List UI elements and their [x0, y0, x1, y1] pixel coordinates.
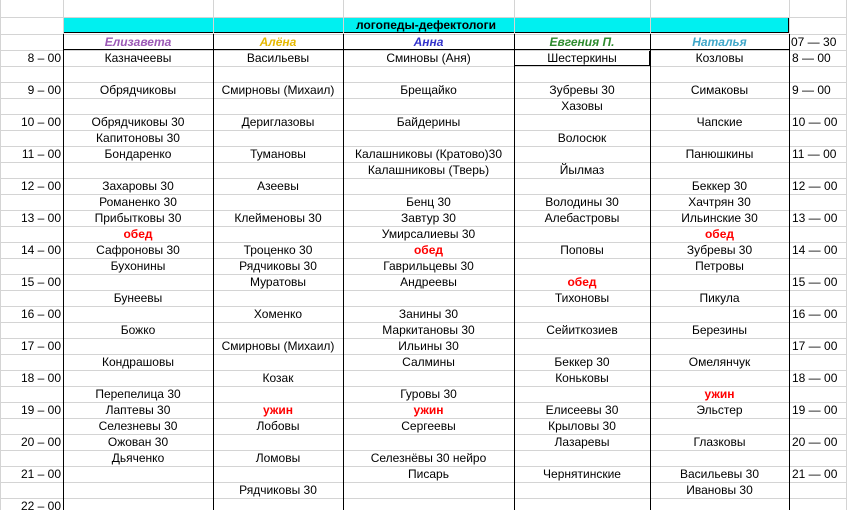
schedule-cell[interactable]: Ильины 30 [398, 339, 459, 353]
column-header[interactable]: Наталья [692, 35, 747, 49]
schedule-cell[interactable]: Козак [262, 371, 294, 385]
column-header[interactable]: Евгения П. [549, 35, 615, 49]
schedule-cell[interactable]: Селезневы 30 [98, 419, 178, 433]
schedule-cell[interactable]: Омелянчук [688, 355, 751, 369]
schedule-cell[interactable]: Сейиткозиев [546, 323, 618, 337]
grid-row-line [0, 370, 847, 371]
schedule-cell[interactable]: Козловы [695, 51, 744, 65]
schedule-cell[interactable]: Тихоновы [554, 291, 610, 305]
time-label-left[interactable]: 15 – 00 [20, 275, 61, 289]
schedule-cell[interactable]: обед [123, 227, 153, 241]
schedule-cell[interactable]: Зубревы 30 [549, 83, 615, 97]
grid-row-line [0, 17, 847, 18]
time-label-left[interactable]: 8 – 00 [27, 51, 61, 65]
schedule-cell[interactable]: Обрядчиковы [99, 83, 177, 97]
schedule-cell[interactable]: Беккер 30 [691, 179, 748, 193]
time-label-left[interactable]: 13 – 00 [20, 211, 61, 225]
schedule-cell[interactable]: Муратовы [249, 275, 307, 289]
time-label-left[interactable]: 19 – 00 [20, 403, 61, 417]
schedule-cell[interactable]: Рядчиковы 30 [239, 483, 317, 497]
schedule-cell[interactable]: Симаковы [690, 83, 749, 97]
column-header[interactable]: Елизавета [104, 35, 172, 49]
schedule-cell[interactable]: Гуровы 30 [400, 387, 457, 401]
column-header[interactable]: Анна [413, 35, 444, 49]
sheet-title[interactable]: логопеды-дефектологи [63, 17, 789, 33]
schedule-cell[interactable]: Брещайко [400, 83, 457, 97]
schedule-cell[interactable]: Клейменовы 30 [234, 211, 322, 225]
schedule-cell[interactable]: обед [704, 227, 735, 241]
schedule-cell[interactable]: Глазковы [693, 435, 746, 449]
schedule-cell[interactable]: Казначеевы [104, 51, 172, 65]
schedule-cell[interactable]: Романенко 30 [99, 195, 177, 209]
time-label-right[interactable]: 20 — 00 [792, 435, 838, 449]
schedule-cell[interactable]: Занины 30 [398, 307, 459, 321]
schedule-cell[interactable]: ужин [263, 403, 293, 417]
time-label-left[interactable]: 22 – 00 [20, 499, 61, 513]
schedule-cell[interactable]: Ломовы [255, 451, 301, 465]
schedule-cell[interactable]: обед [413, 243, 444, 257]
time-label-right[interactable]: 10 — 00 [792, 115, 838, 129]
time-label-left[interactable]: 11 – 00 [21, 147, 61, 161]
schedule-cell[interactable]: Коньковы [555, 371, 609, 385]
schedule-cell[interactable]: Сминовы (Аня) [386, 51, 471, 65]
schedule-cell[interactable]: Березины [691, 323, 748, 337]
schedule-cell[interactable]: Тумановы [250, 147, 306, 161]
time-label-left[interactable]: 9 – 00 [27, 83, 61, 97]
schedule-cell[interactable]: Азеевы [257, 179, 299, 193]
schedule-cell[interactable]: Смирновы (Михаил) [221, 83, 335, 97]
schedule-cell[interactable]: Панюшкины [685, 147, 754, 161]
schedule-cell[interactable]: Рядчиковы 30 [239, 259, 317, 273]
schedule-cell[interactable]: Васильевы [246, 51, 310, 65]
schedule-cell[interactable]: Перепелица 30 [95, 387, 181, 401]
schedule-cell[interactable]: Ильинские 30 [681, 211, 758, 225]
schedule-cell[interactable]: Васильевы 30 [680, 467, 759, 481]
schedule-cell[interactable]: Бенц 30 [406, 195, 451, 209]
schedule-cell[interactable]: ужин [413, 403, 444, 417]
schedule-cell[interactable]: Володины 30 [545, 195, 619, 209]
time-label-right[interactable]: 9 — 00 [792, 83, 831, 97]
time-label-left[interactable]: 17 – 00 [20, 339, 61, 353]
schedule-cell[interactable]: Умирсалиевы 30 [381, 227, 476, 241]
schedule-cell[interactable]: Хазовы [561, 99, 603, 113]
schedule-cell[interactable]: Селезнёвы 30 нейро [370, 451, 487, 465]
time-label-right[interactable]: 19 — 00 [792, 403, 838, 417]
time-label-right[interactable]: 12 — 00 [792, 179, 838, 193]
schedule-cell[interactable]: Лаптевы 30 [105, 403, 171, 417]
schedule-cell[interactable]: Йылмаз [559, 163, 605, 177]
schedule-cell[interactable]: Маркитановы 30 [382, 323, 475, 337]
time-label-right[interactable]: 15 — 00 [792, 275, 838, 289]
schedule-cell[interactable]: Байдерины [396, 115, 461, 129]
schedule-cell[interactable]: Беккер 30 [554, 355, 610, 369]
schedule-cell[interactable]: Бунеевы [113, 291, 163, 305]
schedule-cell[interactable]: Салмины [402, 355, 455, 369]
schedule-cell[interactable]: Алебастровы [544, 211, 620, 225]
schedule-cell[interactable]: Хачтрян 30 [688, 195, 751, 209]
schedule-cell[interactable]: Чапские [696, 115, 743, 129]
time-label-right[interactable]: 8 — 00 [792, 51, 831, 65]
time-label-right[interactable]: 18 — 00 [792, 371, 838, 385]
schedule-cell[interactable]: Шестеркины [547, 51, 617, 65]
time-label-right[interactable]: 21 — 00 [792, 467, 838, 481]
schedule-cell[interactable]: Пикула [699, 291, 740, 305]
time-label-left[interactable]: 21 – 00 [20, 467, 61, 481]
schedule-cell[interactable]: Эльстер [696, 403, 743, 417]
schedule-cell[interactable]: Крыловы 30 [548, 419, 616, 433]
time-label-left[interactable]: 14 – 00 [20, 243, 61, 257]
column-border [789, 34, 790, 510]
schedule-cell[interactable]: Божко [120, 323, 156, 337]
schedule-cell[interactable]: Гаврильцевы 30 [383, 259, 474, 273]
schedule-cell[interactable]: Захаровы 30 [102, 179, 174, 193]
schedule-cell[interactable]: Смирновы (Михаил) [221, 339, 335, 353]
schedule-cell[interactable]: Капитоновы 30 [96, 131, 180, 145]
time-label-left[interactable]: 12 – 00 [20, 179, 61, 193]
schedule-cell[interactable]: Поповы [560, 243, 604, 257]
header-right-time[interactable]: 07 — 30 [791, 35, 837, 49]
schedule-cell[interactable]: Волосюк [557, 131, 607, 145]
schedule-cell[interactable]: ужин [704, 387, 735, 401]
schedule-cell[interactable]: Дериглазовы [241, 115, 315, 129]
schedule-cell[interactable]: Троценко 30 [243, 243, 313, 257]
schedule-cell[interactable]: обед [567, 275, 597, 289]
schedule-cell[interactable]: Кондрашовы [102, 355, 174, 369]
time-label-left[interactable]: 18 – 00 [20, 371, 61, 385]
time-label-left[interactable]: 20 – 00 [20, 435, 61, 449]
time-label-right[interactable]: 11 — 00 [792, 147, 837, 161]
grid-row-line [0, 98, 847, 99]
schedule-cell[interactable]: Андреевы [400, 275, 457, 289]
grid-row-line [0, 66, 847, 67]
schedule-cell[interactable]: Писарь [408, 467, 449, 481]
time-label-right[interactable]: 17 — 00 [792, 339, 838, 353]
schedule-cell[interactable]: Петровы [695, 259, 744, 273]
schedule-cell[interactable]: Дьяченко [111, 451, 165, 465]
schedule-cell[interactable]: Зубревы 30 [686, 243, 753, 257]
schedule-cell[interactable]: Сафроновы 30 [96, 243, 180, 257]
schedule-cell[interactable]: Хоменко [253, 307, 303, 321]
time-label-left[interactable]: 16 – 00 [20, 307, 61, 321]
schedule-cell[interactable]: Лобовы [256, 419, 300, 433]
schedule-cell[interactable]: Сергеевы [401, 419, 456, 433]
time-label-right[interactable]: 14 — 00 [792, 243, 838, 257]
schedule-cell[interactable]: Чернятинские [543, 467, 621, 481]
schedule-cell[interactable]: Ожован 30 [107, 435, 169, 449]
time-label-right[interactable]: 13 — 00 [792, 211, 838, 225]
column-header[interactable]: Алёна [259, 35, 297, 49]
schedule-cell[interactable]: Прибытковы 30 [94, 211, 182, 225]
schedule-cell[interactable]: Елисеевы 30 [545, 403, 619, 417]
schedule-cell[interactable]: Калашниковы (Кратово)30 [354, 147, 503, 161]
schedule-cell[interactable]: Обрядчиковы 30 [91, 115, 185, 129]
schedule-cell[interactable]: Бухонины [110, 259, 166, 273]
grid-row-line [0, 498, 847, 499]
schedule-cell[interactable]: Ивановы 30 [686, 483, 753, 497]
schedule-cell[interactable]: Калашниковы (Тверь) [367, 163, 490, 177]
time-label-left[interactable]: 10 – 00 [20, 115, 61, 129]
schedule-cell[interactable]: Бондаренко [104, 147, 172, 161]
schedule-cell[interactable]: Лазаревы [554, 435, 610, 449]
schedule-cell[interactable]: Завтур 30 [401, 211, 456, 225]
time-label-right[interactable]: 16 — 00 [792, 307, 838, 321]
